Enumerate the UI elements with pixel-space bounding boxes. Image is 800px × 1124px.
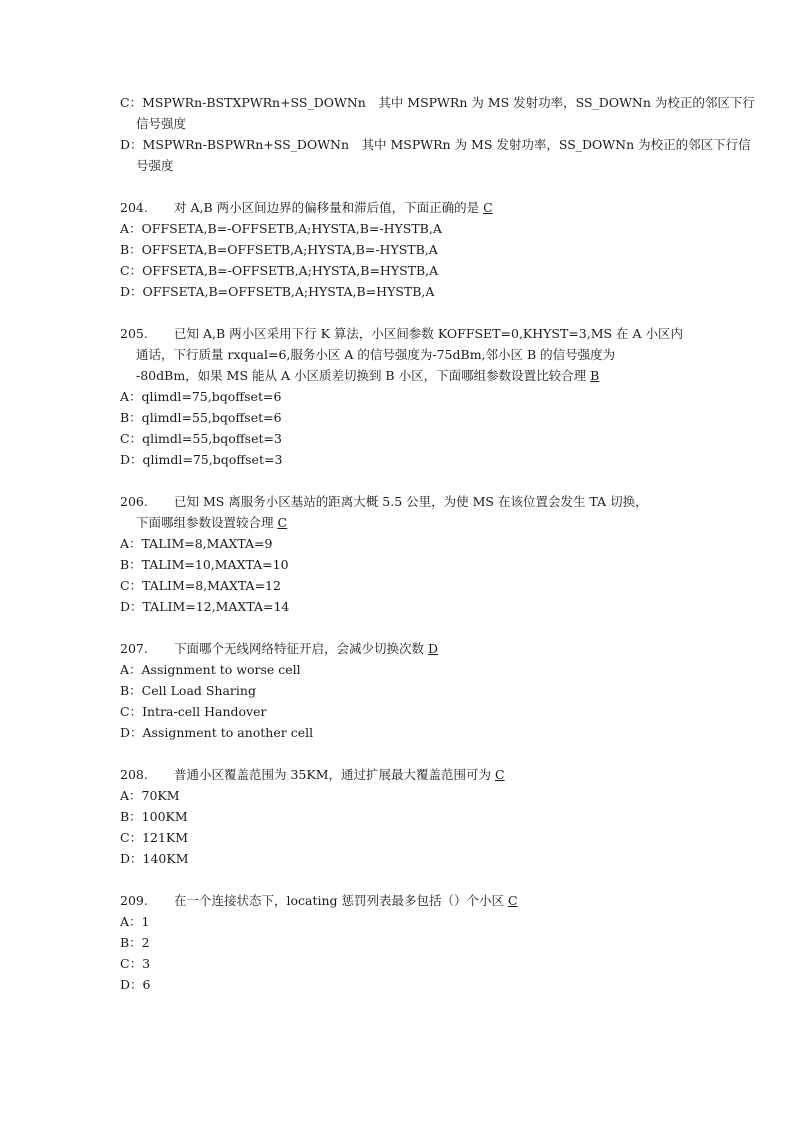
question-block bbox=[120, 197, 700, 302]
question-stem bbox=[120, 764, 700, 785]
answer-key: C bbox=[277, 515, 288, 530]
answer-option: B：2 bbox=[120, 935, 150, 950]
answer-option: C：Intra-cell Handover bbox=[120, 704, 267, 719]
question-list bbox=[120, 176, 700, 995]
question-text: 下面哪组参数设置较合理 bbox=[136, 515, 274, 530]
answer-option: C：TALIM=8,MAXTA=12 bbox=[120, 578, 281, 593]
answer-option: B：100KM bbox=[120, 809, 188, 824]
question-number: 208. bbox=[120, 767, 148, 782]
answer-option: C：3 bbox=[120, 956, 151, 971]
question-text: 普通小区覆盖范围为 35KM，通过扩展最大覆盖范围可为 bbox=[174, 767, 492, 782]
question-number: 206. bbox=[120, 494, 148, 509]
question-number: 209. bbox=[120, 893, 148, 908]
answer-option: D：TALIM=12,MAXTA=14 bbox=[120, 599, 290, 614]
question-number: 205. bbox=[120, 326, 148, 341]
question-text: 通话，下行质量 rxqual=6,服务小区 A 的信号强度为-75dBm,邻小区 B 的信号强度为 bbox=[136, 347, 616, 362]
question-stem-continuation bbox=[120, 512, 700, 533]
question-stem-continuation bbox=[120, 344, 700, 365]
answer-option: A：TALIM=8,MAXTA=9 bbox=[120, 536, 273, 551]
answer-option: D：qlimdl=75,bqoffset=3 bbox=[120, 452, 283, 467]
question-block bbox=[120, 323, 700, 470]
option-c-line-1: C：MSPWRn-BSTXPWRn+SS_DOWNn 其中 MSPWRn 为 MS 发射功率，SS_DOWNn 为校正的邻区下行 bbox=[120, 95, 755, 110]
previous-question-options bbox=[120, 92, 755, 176]
answer-option: A：70KM bbox=[120, 788, 180, 803]
question-stem bbox=[120, 890, 700, 911]
answer-option: D：OFFSETA,B=OFFSETB,A;HYSTA,B=HYSTB,A bbox=[120, 284, 435, 299]
question-text: 已知 A,B 两小区采用下行 K 算法，小区间参数 KOFFSET=0,KHYST=3,MS 在 A 小区内 bbox=[174, 326, 684, 341]
document-page bbox=[120, 92, 755, 995]
question-stem bbox=[120, 323, 700, 344]
spacer bbox=[120, 470, 700, 491]
answer-key: D bbox=[428, 641, 439, 656]
question-text: 下面哪个无线网络特征开启，会减少切换次数 bbox=[174, 641, 425, 656]
spacer bbox=[120, 617, 700, 638]
answer-option: D：140KM bbox=[120, 851, 189, 866]
question-number: 204. bbox=[120, 200, 148, 215]
option-d-line-1: D：MSPWRn-BSPWRn+SS_DOWNn 其中 MSPWRn 为 MS 发射功率，SS_DOWNn 为校正的邻区下行信 bbox=[120, 137, 751, 152]
question-text: 已知 MS 离服务小区基站的距离大概 5.5 公里，为使 MS 在该位置会发生 TA 切换， bbox=[174, 494, 648, 509]
answer-key: C bbox=[483, 200, 493, 215]
spacer bbox=[120, 176, 700, 197]
answer-key: B bbox=[590, 368, 600, 383]
answer-option: D：6 bbox=[120, 977, 151, 992]
question-block bbox=[120, 491, 700, 617]
option-c-line-2: 信号强度 bbox=[136, 116, 187, 131]
question-stem bbox=[120, 491, 700, 512]
answer-option: A：qlimdl=75,bqoffset=6 bbox=[120, 389, 282, 404]
answer-option: C：OFFSETA,B=-OFFSETB,A;HYSTA,B=HYSTB,A bbox=[120, 263, 439, 278]
answer-option: B：Cell Load Sharing bbox=[120, 683, 256, 698]
option-d-line-2: 号强度 bbox=[136, 158, 174, 173]
question-text: -80dBm，如果 MS 能从 A 小区质差切换到 B 小区，下面哪组参数设置比较合理 bbox=[136, 368, 587, 383]
answer-key: C bbox=[495, 767, 505, 782]
question-number: 207. bbox=[120, 641, 148, 656]
spacer bbox=[120, 302, 700, 323]
spacer bbox=[120, 869, 700, 890]
answer-key: C bbox=[508, 893, 518, 908]
answer-option: B：OFFSETA,B=OFFSETB,A;HYSTA,B=-HYSTB,A bbox=[120, 242, 438, 257]
answer-option: D：Assignment to another cell bbox=[120, 725, 314, 740]
answer-option: A：Assignment to worse cell bbox=[120, 662, 301, 677]
question-stem-continuation bbox=[120, 365, 700, 386]
question-text: 在一个连接状态下，locating 惩罚列表最多包括（）个小区 bbox=[174, 893, 505, 908]
answer-option: C：qlimdl=55,bqoffset=3 bbox=[120, 431, 282, 446]
question-block bbox=[120, 764, 700, 869]
answer-option: B：qlimdl=55,bqoffset=6 bbox=[120, 410, 282, 425]
answer-option: A：OFFSETA,B=-OFFSETB,A;HYSTA,B=-HYSTB,A bbox=[120, 221, 442, 236]
answer-option: B：TALIM=10,MAXTA=10 bbox=[120, 557, 289, 572]
question-block bbox=[120, 638, 700, 743]
answer-option: C：121KM bbox=[120, 830, 189, 845]
question-stem bbox=[120, 197, 700, 218]
spacer bbox=[120, 743, 700, 764]
question-text: 对 A,B 两小区间边界的偏移量和滞后值，下面正确的是 bbox=[174, 200, 480, 215]
answer-option: A：1 bbox=[120, 914, 150, 929]
question-stem bbox=[120, 638, 700, 659]
question-block bbox=[120, 890, 700, 995]
